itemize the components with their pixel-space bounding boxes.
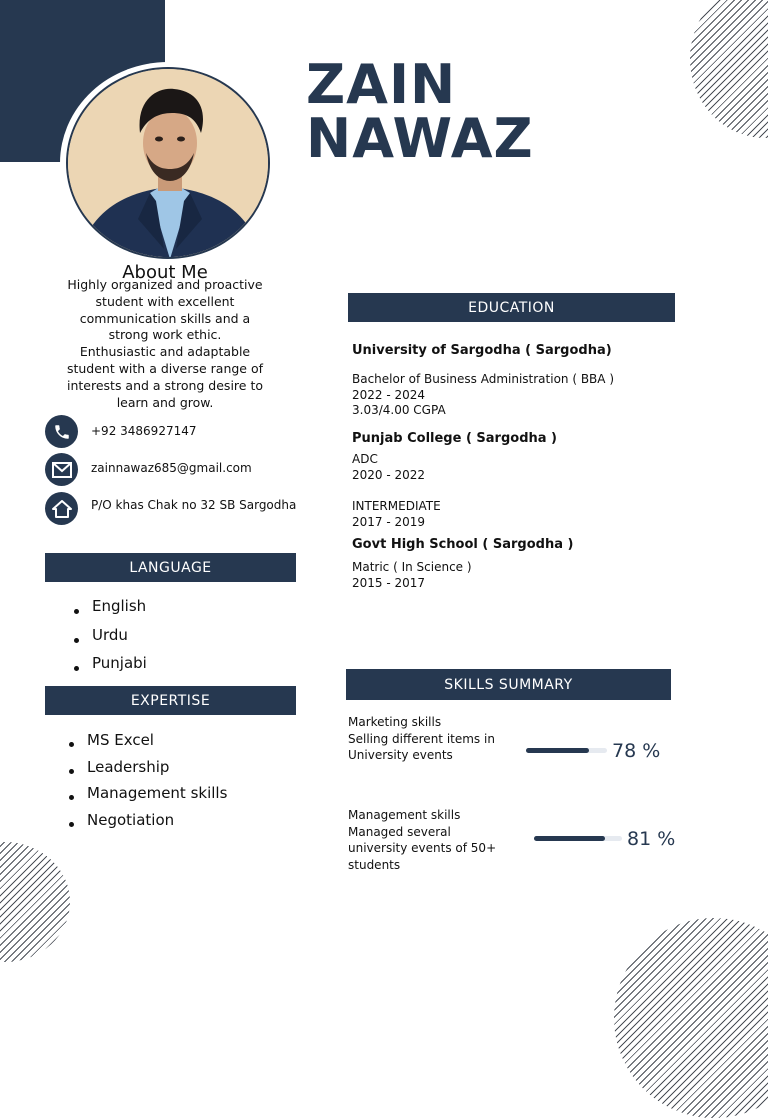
about-me-title: About Me <box>122 262 208 283</box>
skills-summary-header: SKILLS SUMMARY <box>346 669 671 700</box>
expertise-item: Management skills <box>65 784 227 811</box>
expertise-item: Negotiation <box>65 811 227 838</box>
skill-description <box>348 807 496 873</box>
education-school: Punjab College ( Sargodha ) <box>352 431 557 446</box>
about-line: learn and grow. <box>116 394 214 410</box>
email-icon <box>45 453 78 486</box>
education-line: 2015 - 2017 <box>352 575 426 590</box>
about-line: Highly organized and proactive <box>67 277 263 292</box>
language-list <box>70 597 147 683</box>
education-school: Govt High School ( Sargodha ) <box>352 537 574 552</box>
skill-line: University events <box>348 748 453 762</box>
about-line: strong work ethic. <box>108 327 222 343</box>
education-line: 2020 - 2022 <box>352 467 426 482</box>
education-line <box>352 483 441 499</box>
education-line: 2022 - 2024 <box>352 387 426 402</box>
address: P/O khas Chak no 32 SB Sargodha <box>91 498 297 512</box>
language-item: Urdu <box>70 626 147 655</box>
education-details <box>352 372 614 419</box>
skill-line: students <box>348 857 401 872</box>
phone-icon <box>45 415 78 448</box>
about-line: student with excellent <box>95 293 235 309</box>
skill-description <box>348 714 495 764</box>
education-details <box>352 560 472 591</box>
about-line: interests and a strong desire to <box>66 377 263 393</box>
skill-progress-track <box>534 836 622 841</box>
portrait-illustration <box>68 69 270 259</box>
skill-line: Marketing skills <box>348 715 442 729</box>
skill-line: Managed several <box>348 824 451 839</box>
skill-progress-fill <box>526 748 589 753</box>
about-line: communication skills and a <box>79 310 251 326</box>
hatched-circle-bottom-right <box>614 918 768 1118</box>
education-line: 2017 - 2019 <box>352 514 426 529</box>
education-line: 3.03/4.00 CGPA <box>352 403 446 417</box>
about-line: student with a diverse range of <box>66 360 264 376</box>
language-item: English <box>70 597 147 626</box>
candidate-name <box>306 53 534 170</box>
skill-line: Management skills <box>348 808 461 822</box>
skill-line: university events of 50+ <box>348 841 497 855</box>
skill-progress-fill <box>534 836 605 841</box>
education-line: INTERMEDIATE <box>352 499 441 513</box>
education-line: Matric ( In Science ) <box>352 560 472 574</box>
expertise-list <box>65 731 227 837</box>
email-address: zainnawaz685@gmail.com <box>91 461 252 475</box>
phone-number: +92 3486927147 <box>91 424 197 438</box>
language-header: LANGUAGE <box>45 553 296 582</box>
hatched-circle-left <box>0 842 70 962</box>
education-header: EDUCATION <box>348 293 675 322</box>
skill-line: Selling different items in <box>348 731 495 746</box>
hatched-circle-top-right <box>690 0 768 138</box>
expertise-item: Leadership <box>65 758 227 785</box>
skill-percent: 78 % <box>612 740 661 762</box>
last-name: NAWAZ <box>306 107 534 170</box>
home-icon <box>45 492 78 525</box>
profile-photo <box>66 67 270 259</box>
about-line: Enthusiastic and adaptable <box>79 344 251 360</box>
skill-percent: 81 % <box>627 828 676 850</box>
skill-progress-track <box>526 748 607 753</box>
education-school: University of Sargodha ( Sargodha) <box>352 343 612 358</box>
education-details <box>352 452 441 530</box>
language-item: Punjabi <box>70 654 147 683</box>
education-line: ADC <box>352 452 378 466</box>
education-line: Bachelor of Business Administration ( BBA ) <box>352 372 614 386</box>
first-name: ZAIN <box>306 53 457 116</box>
expertise-item: MS Excel <box>65 731 227 758</box>
about-me-text <box>48 277 282 411</box>
expertise-header: EXPERTISE <box>45 686 296 715</box>
